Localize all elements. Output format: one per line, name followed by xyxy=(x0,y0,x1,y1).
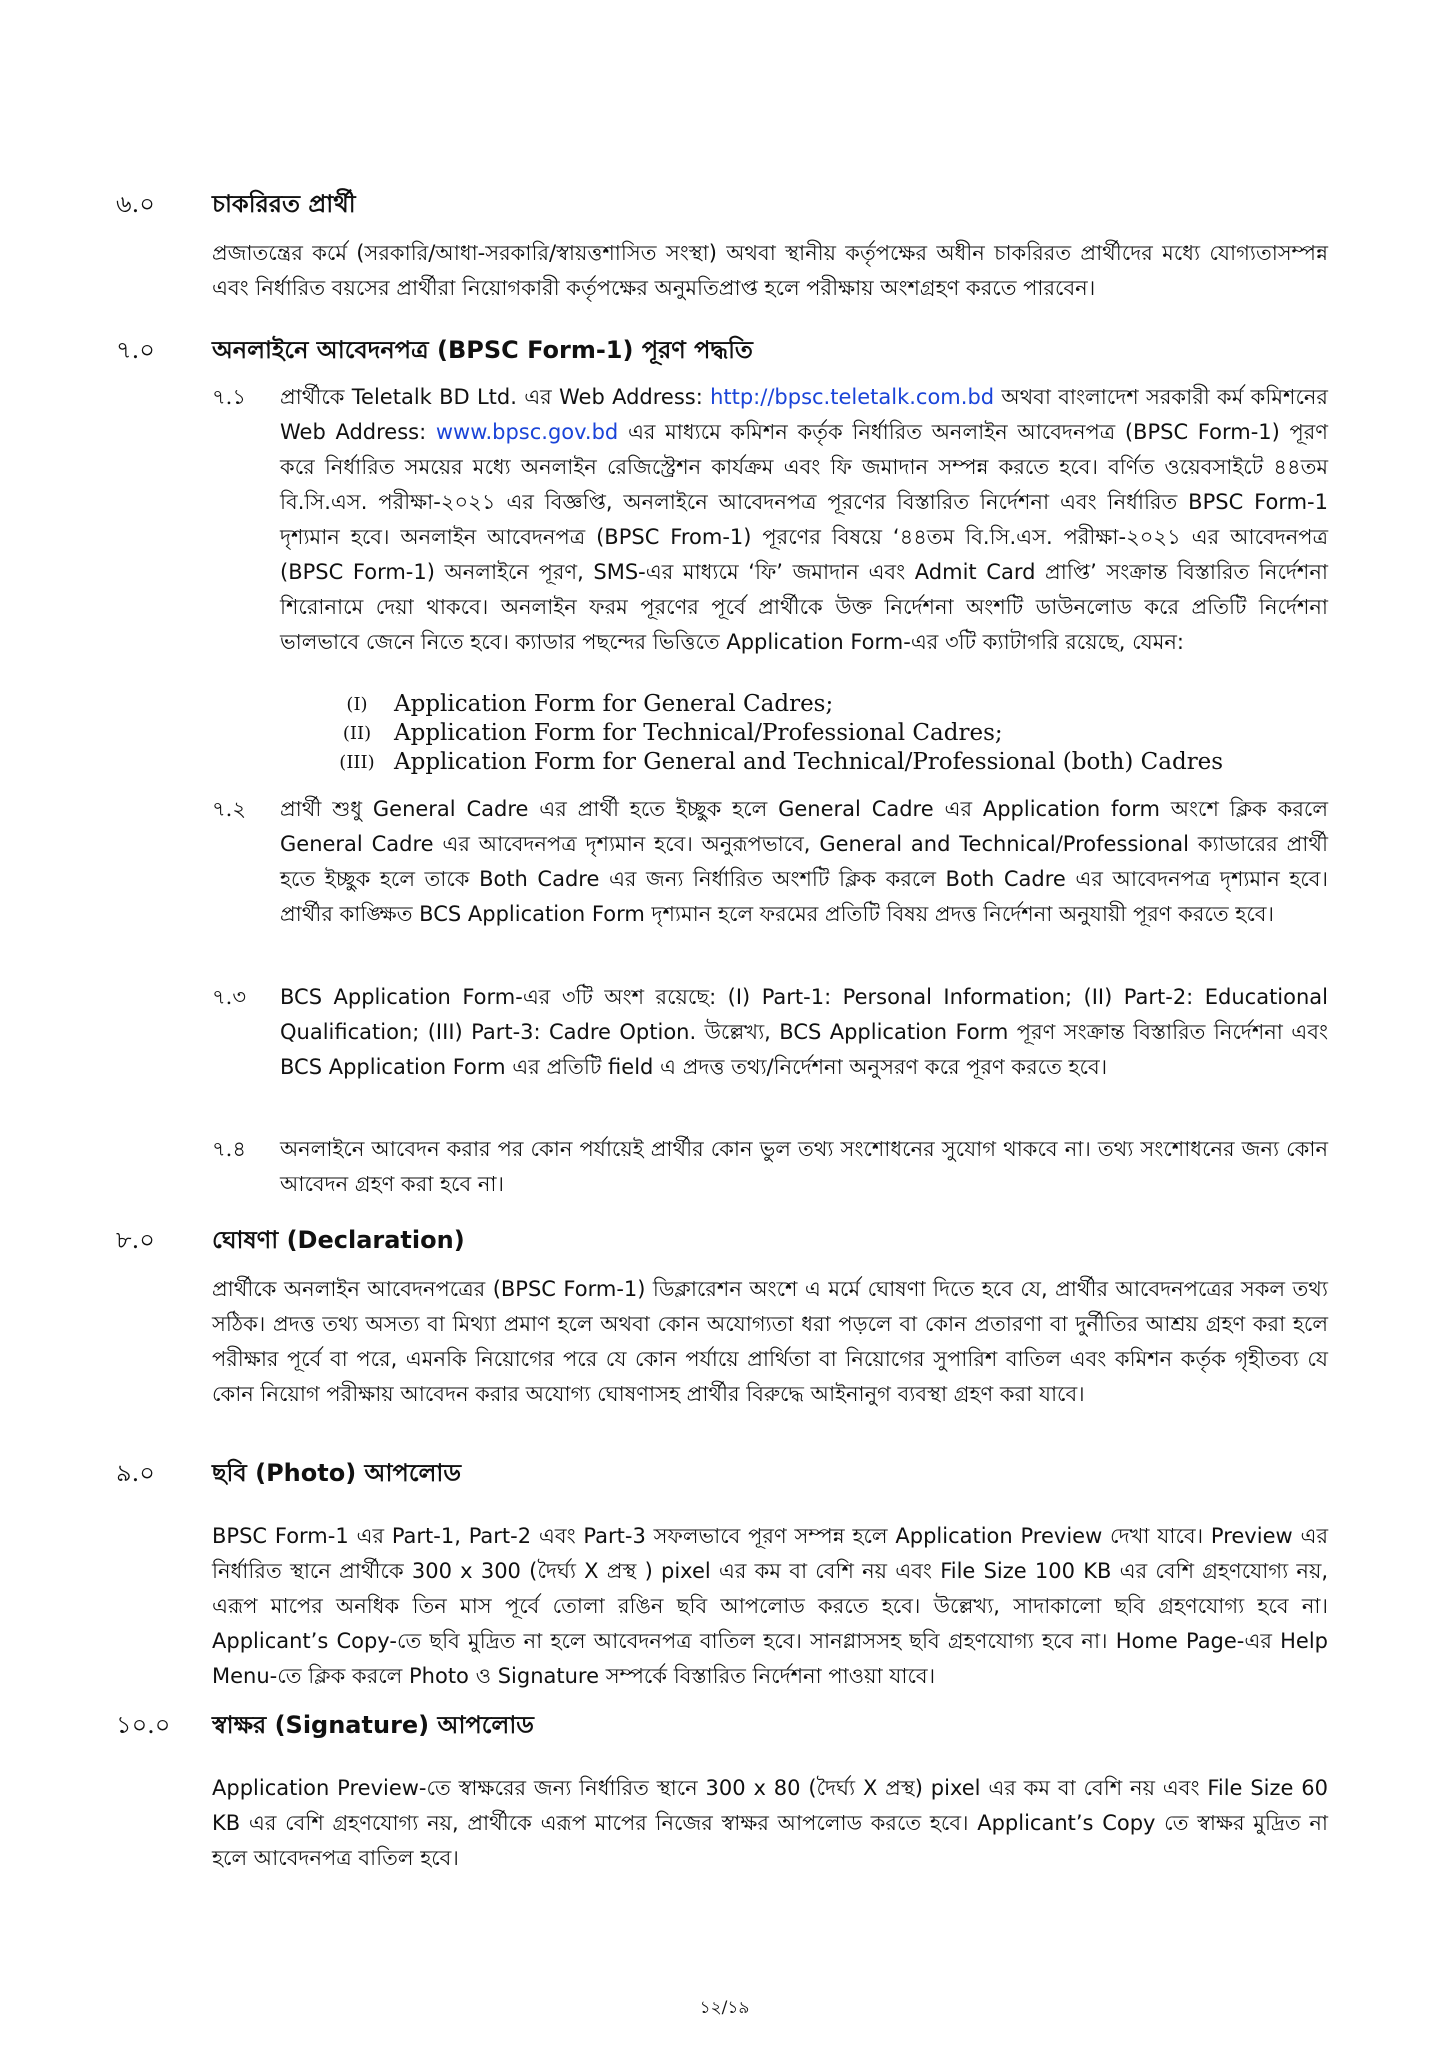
section-title: ঘোষণা (Declaration) xyxy=(212,1226,465,1254)
section-6-heading xyxy=(116,186,1328,226)
list-item xyxy=(320,719,1320,748)
section-9 xyxy=(116,1455,1328,1694)
subsection-7-1 xyxy=(212,380,1328,660)
subsection-7-2 xyxy=(212,792,1328,932)
list-item xyxy=(320,690,1320,719)
section-title: চাকরিরত প্রার্থী xyxy=(212,190,356,218)
text-run: এর মাধ্যমে কমিশন কর্তৃক নির্ধারিত অনলাইন আবেদনপত্র (BPSC Form-1) পূরণ করে নির্ধারিত সময়ের মধ্যে অনলাইন রেজিস্ট্রেশন কার্যক্রম এবং ফি জমাদান সম্পন্ন করতে হবে। বর্ণিত ওয়েবসাইটে ৪৪তম বি.সি.এস. পরীক্ষা-২০২১ এর বিজ্ঞপ্তি, অনলাইনে আবেদনপত্র পূরণের বিস্তারিত নির্দেশনা এবং নির্ধারিত BPSC Form-1 দৃশ্যমান হবে। অনলাইন আবেদনপত্র (BPSC From-1) পূরণের বিষয়ে ‘৪৪তম বি.সি.এস. পরীক্ষা-২০২১ এর আবেদনপত্র (BPSC Form-1) অনলাইনে পূরণ, SMS-এর মাধ্যমে ‘ফি’ জমাদান এবং Admit Card প্রাপ্তি’ সংক্রান্ত বিস্তারিত নির্দেশনা শিরোনামে দেয়া থাকবে। অনলাইন ফরম পূরণের পূর্বে প্রার্থীকে উক্ত নির্দেশনা অংশটি ডাউনলোড করে প্রতিটি নির্দেশনা ভালভাবে জেনে নিতে হবে। ক্যাডার পছন্দের ভিত্তিতে Application Form-এর ৩টি ক্যাটাগরি রয়েছে, যেমন: xyxy=(280,420,1329,654)
list-marker: (II) xyxy=(342,723,372,744)
section-number: ১০.০ xyxy=(116,1711,171,1739)
subsection-number: ৭.৪ xyxy=(212,1137,246,1161)
section-title: অনলাইনে আবেদনপত্র (BPSC Form-1) পূরণ পদ্ধতি xyxy=(212,336,753,364)
section-number: ৮.০ xyxy=(116,1226,155,1254)
section-8 xyxy=(116,1222,1328,1412)
section-8-heading xyxy=(116,1222,1328,1262)
list-item-text: Application Form for General Cadres; xyxy=(394,691,834,717)
subsection-text: প্রার্থী শুধু General Cadre এর প্রার্থী হতে ইচ্ছুক হলে General Cadre এর Application form অংশে ক্লিক করলে General Cadre এর আবেদনপত্র দৃশ্যমান হবে। অনুরূপভাবে, General and Technical/Professional ক্যাডারের প্রার্থী হতে ইচ্ছুক হলে তাকে Both Cadre এর জন্য নির্ধারিত অংশটি ক্লিক করলে Both Cadre এর আবেদনপত্র দৃশ্যমান হবে। প্রার্থীর কাঙ্ক্ষিত BCS Application Form দৃশ্যমান হলে ফরমের প্রতিটি বিষয় প্রদত্ত নির্দেশনা অনুযায়ী পূরণ করতে হবে। xyxy=(280,797,1328,926)
subsection-7-3 xyxy=(212,980,1328,1085)
subsection-text: অনলাইনে আবেদন করার পর কোন পর্যায়েই প্রার্থীর কোন ভুল তথ্য সংশোধনের সুযোগ থাকবে না। তথ্য সংশোধনের জন্য কোন আবেদন গ্রহণ করা হবে না। xyxy=(280,1137,1328,1196)
subsection-text: BCS Application Form-এর ৩টি অংশ রয়েছে: (I) Part-1: Personal Information; (II) Part-2: Educational Qualification; (III) Part-3: Cadre Option. উল্লেখ্য, BCS Application Form পূরণ সংক্রান্ত বিস্তারিত নির্দেশনা এবং BCS Application Form এর প্রতিটি field এ প্রদত্ত তথ্য/নির্দেশনা অনুসরণ করে পূরণ করতে হবে। xyxy=(280,985,1328,1079)
application-form-list xyxy=(320,690,1320,777)
section-title: স্বাক্ষর (Signature) আপলোড xyxy=(212,1711,534,1739)
subsection-text xyxy=(280,380,1328,660)
text-run: অথবা বাংলাদেশ সরকারী কর্ম কমিশনের Web Address: xyxy=(280,385,1328,444)
section-title: ছবি (Photo) আপলোড xyxy=(212,1459,461,1487)
list-marker: (III) xyxy=(339,752,375,773)
list-marker: (I) xyxy=(346,694,368,715)
section-6 xyxy=(116,186,1328,306)
bpsc-link[interactable]: www.bpsc.gov.bd xyxy=(435,420,619,444)
section-6-text: প্রজাতন্ত্রের কর্মে (সরকারি/আধা-সরকারি/স্বায়ত্তশাসিত সংস্থা) অথবা স্থানীয় কর্তৃপক্ষের অধীন চাকরিরত প্রার্থীদের মধ্যে যোগ্যতাসম্পন্ন এবং নির্ধারিত বয়সের প্রার্থীরা নিয়োগকারী কর্তৃপক্ষের অনুমতিপ্রাপ্ত হলে পরীক্ষায় অংশগ্রহণ করতে পারবেন। xyxy=(212,241,1328,300)
section-number: ৬.০ xyxy=(116,190,155,218)
list-item-text: Application Form for Technical/Professional Cadres; xyxy=(394,720,1003,746)
section-10 xyxy=(116,1707,1328,1876)
section-9-heading xyxy=(116,1455,1328,1495)
section-number: ৭.০ xyxy=(116,336,155,364)
list-item-text: Application Form for General and Technical/Professional (both) Cadres xyxy=(394,749,1224,775)
subsection-7-4 xyxy=(212,1132,1328,1202)
section-9-text: BPSC Form-1 এর Part-1, Part-2 এবং Part-3 সফলভাবে পূরণ সম্পন্ন হলে Application Preview দেখা যাবে। Preview এর নির্ধারিত স্থানে প্রার্থীকে 300 x 300 (দৈর্ঘ্য X প্রস্থ ) pixel এর কম বা বেশি নয় এবং File Size 100 KB এর বেশি গ্রহণযোগ্য নয়, এরূপ মাপের অনধিক তিন মাস পূর্বে তোলা রঙিন ছবি আপলোড করতে হবে। উল্লেখ্য, সাদাকালো ছবি গ্রহণযোগ্য হবে না। Applicant’s Copy-তে ছবি মুদ্রিত না হলে আবেদনপত্র বাতিল হবে। সানগ্লাসসহ ছবি গ্রহণযোগ্য হবে না। Home Page-এর Help Menu-তে ক্লিক করলে Photo ও Signature সম্পর্কে বিস্তারিত নির্দেশনা পাওয়া যাবে। xyxy=(212,1524,1328,1688)
text-run: প্রার্থীকে Teletalk BD Ltd. এর Web Address: xyxy=(280,385,711,409)
section-8-text: প্রার্থীকে অনলাইন আবেদনপত্রের (BPSC Form-1) ডিক্লারেশন অংশে এ মর্মে ঘোষণা দিতে হবে যে, প্রার্থীর আবেদনপত্রের সকল তথ্য সঠিক। প্রদত্ত তথ্য অসত্য বা মিথ্যা প্রমাণ হলে অথবা কোন অযোগ্যতা ধরা পড়লে বা কোন প্রতারণা বা দুর্নীতির আশ্রয় গ্রহণ করা হলে পরীক্ষার পূর্বে বা পরে, এমনকি নিয়োগের পরে যে কোন পর্যায়ে প্রার্থিতা বা নিয়োগের সুপারিশ বাতিল এবং কমিশন কর্তৃক গৃহীতব্য যে কোন নিয়োগ পরীক্ষায় আবেদন করার অযোগ্য ঘোষণাসহ প্রার্থীর বিরুদ্ধে আইনানুগ ব্যবস্থা গ্রহণ করা যাবে। xyxy=(212,1277,1328,1406)
section-10-text: Application Preview-তে স্বাক্ষরের জন্য নির্ধারিত স্থানে 300 x 80 (দৈর্ঘ্য X প্রস্থ) pixel এর কম বা বেশি নয় এবং File Size 60 KB এর বেশি গ্রহণযোগ্য নয়, প্রার্থীকে এরূপ মাপের নিজের স্বাক্ষর আপলোড করতে হবে। Applicant’s Copy তে স্বাক্ষর মুদ্রিত না হলে আবেদনপত্র বাতিল হবে। xyxy=(212,1776,1328,1870)
teletalk-link[interactable]: http://bpsc.teletalk.com.bd xyxy=(710,385,995,409)
subsection-number: ৭.১ xyxy=(212,385,246,409)
list-item xyxy=(320,748,1320,777)
subsection-number: ৭.২ xyxy=(212,797,246,821)
section-number: ৯.০ xyxy=(116,1459,155,1487)
section-7-heading xyxy=(116,332,1328,372)
page-number: ১২/১৯ xyxy=(699,1998,750,2018)
section-10-heading xyxy=(116,1707,1328,1747)
section-7 xyxy=(116,332,1328,372)
subsection-number: ৭.৩ xyxy=(212,985,246,1009)
